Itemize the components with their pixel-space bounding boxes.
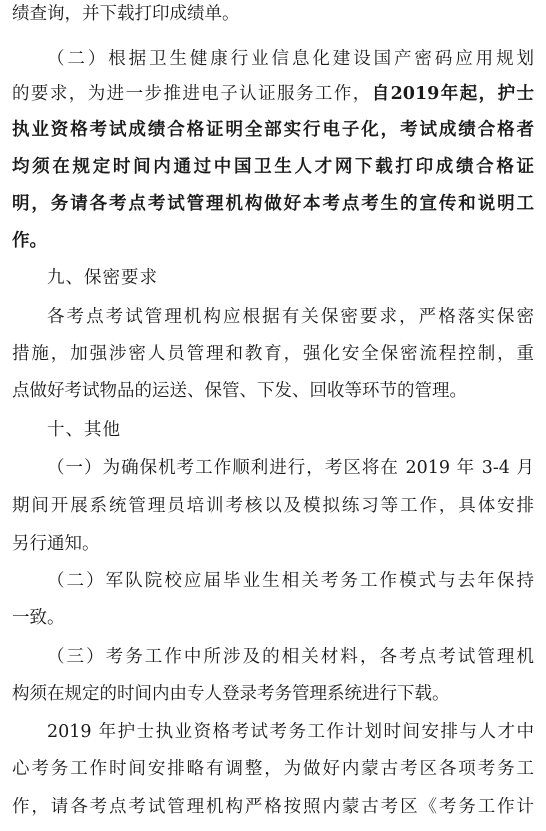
- text-line: 心考务工作时间安排略有调整，为做好内蒙古考区各项考务工: [12, 759, 534, 779]
- text-line-bold: 作。: [12, 231, 47, 251]
- text-line: （三）考务工作中所涉及的相关材料，各考点考试管理机: [47, 647, 534, 667]
- text-line: 期间开展系统管理员培训考核以及模拟练习等工作，具体安排: [12, 496, 534, 516]
- text-line-bold: 明，务请各考点考试管理机构做好本考点考生的宣传和说明工: [12, 194, 534, 214]
- text-line: 另行通知。: [12, 534, 100, 554]
- section-heading: 十、其他: [47, 420, 121, 440]
- text-line: 措施，加强涉密人员管理和教育，强化安全保密流程控制，重: [12, 344, 534, 364]
- text-span-bold: 自2019年起，护士: [371, 84, 534, 104]
- text-line-mixed: [12, 82, 534, 106]
- text-line: （一）为确保机考工作顺利进行，考区将在 2019 年 3-4 月: [47, 458, 534, 478]
- text-line: （二）根据卫生健康行业信息化建设国产密码应用规划: [47, 49, 534, 69]
- text-line: 点做好考试物品的运送、保管、下发、回收等环节的管理。: [12, 381, 467, 401]
- text-span: 的要求，为进一步推进电子认证服务工作，: [12, 84, 372, 104]
- text-line: 绩查询，并下载打印成绩单。: [12, 4, 240, 24]
- text-line: 一致。: [12, 608, 65, 628]
- text-line: 2019 年护士执业资格考试考务工作计划时间安排与人才中: [47, 722, 534, 742]
- text-line-bold: 执业资格考试成绩合格证明全部实行电子化，考试成绩合格者: [12, 120, 534, 140]
- text-line: 各考点考试管理机构应根据有关保密要求，严格落实保密: [47, 307, 534, 327]
- text-line: 作，请各考点考试管理机构严格按照内蒙古考区《考务工作计: [12, 797, 534, 817]
- text-line: （二）军队院校应届毕业生相关考务工作模式与去年保持: [47, 571, 534, 591]
- text-line: 构须在规定的时间内由专人登录考务管理系统进行下载。: [12, 684, 450, 704]
- text-line-bold: 均须在规定时间内通过中国卫生人才网下载打印成绩合格证: [12, 157, 534, 177]
- section-heading: 九、保密要求: [47, 268, 158, 288]
